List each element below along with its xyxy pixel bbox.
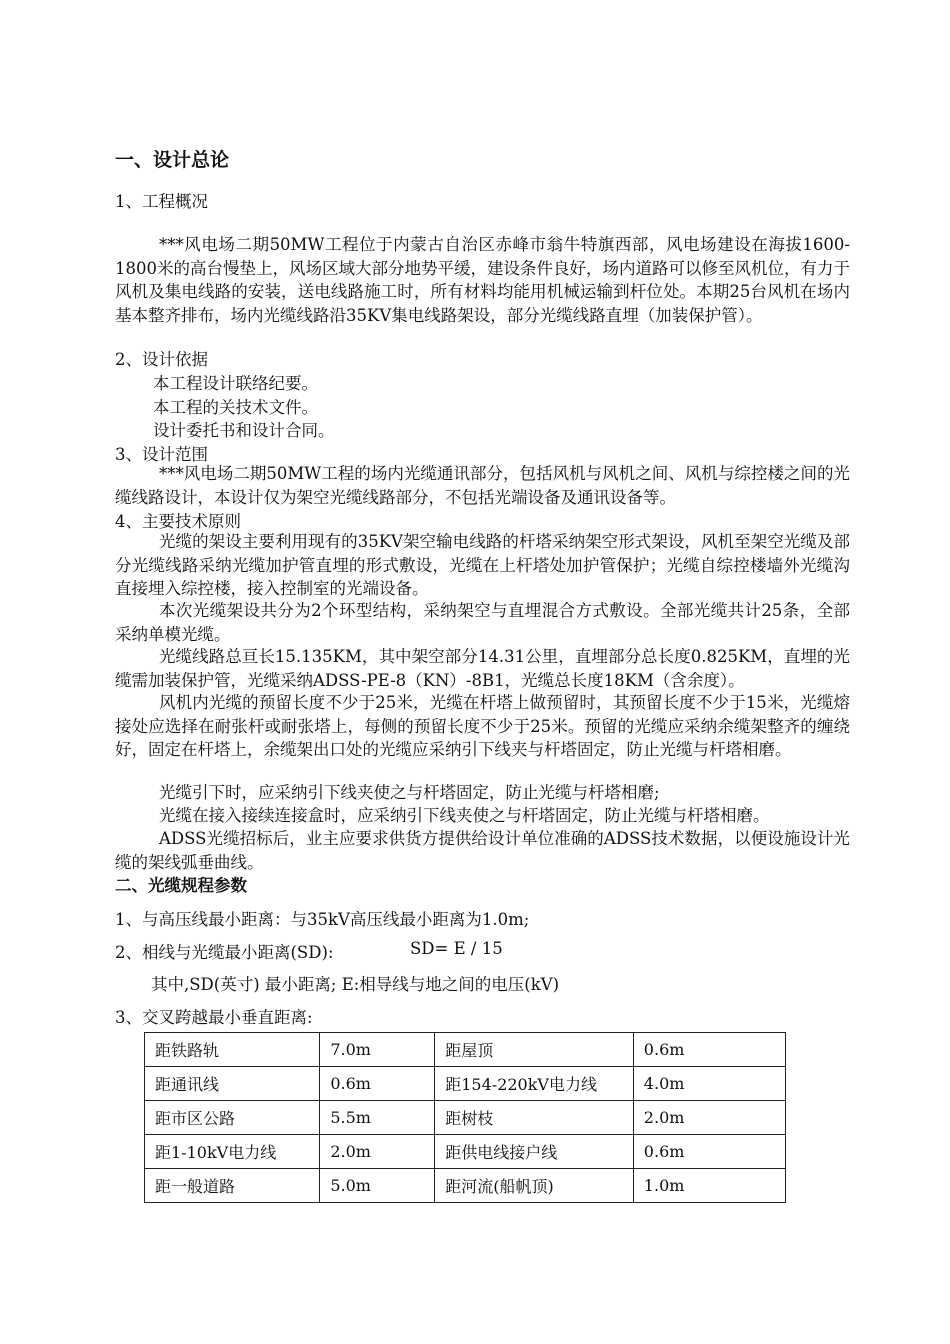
section-title-cable-parameters: 二、光缆规程参数: [115, 876, 247, 895]
table-cell: 距市区公路: [145, 1101, 320, 1135]
heading-design-scope: 3、设计范围: [115, 445, 208, 464]
table-cell: 4.0m: [633, 1067, 785, 1101]
param-sd-formula: SD= E / 15: [410, 939, 503, 958]
table-cell: 距供电线接户线: [435, 1135, 634, 1169]
table-cell: 5.0m: [320, 1169, 435, 1203]
table-row: [145, 1067, 786, 1101]
basis-item: 设计委托书和设计合同。: [153, 421, 335, 440]
principles-paragraph: ADSS光缆招标后，业主应要求供货方提供给设计单位准确的ADSS技术数据，以便设施设计光缆的架线弧垂曲线。: [115, 829, 850, 872]
principles-paragraph: 光缆线路总亘长15.135KM，其中架空部分14.31公里，直埋部分总长度0.825KM，直埋的光缆需加装保护管，光缆采纳ADSS-PE-8（KN）-8B1，光缆总长度18KM（含余度）。: [115, 647, 850, 690]
table-row: [145, 1169, 786, 1203]
principles-paragraph: 光缆引下时，应采纳引下线夹使之与杆塔固定，防止光缆与杆塔相磨;: [159, 783, 660, 802]
param-sd-note: 其中,SD(英寸) 最小距离; E:相导线与地之间的电压(kV): [151, 975, 560, 994]
table-cell: 距河流(船帆顶): [435, 1169, 634, 1203]
table-cell: 5.5m: [320, 1101, 435, 1135]
heading-project-overview: 1、工程概况: [115, 192, 208, 211]
table-cell: 0.6m: [320, 1067, 435, 1101]
principles-paragraph: 光缆在接入接续连接盒时，应采纳引下线夹使之与杆塔固定，防止光缆与杆塔相磨。: [159, 806, 770, 825]
principles-paragraph: 本次光缆架设共分为2个环型结构，采纳架空与直埋混合方式敷设。全部光缆共计25条，全部采纳单模光缆。: [115, 601, 850, 644]
table-cell: 2.0m: [320, 1135, 435, 1169]
table-cell: 距铁路轨: [145, 1033, 320, 1067]
table-cell: 1.0m: [633, 1169, 785, 1203]
param-crossing-heading: 3、交叉跨越最小垂直距离:: [115, 1008, 313, 1027]
table-row: [145, 1135, 786, 1169]
table-cell: 距屋顶: [435, 1033, 634, 1067]
table-cell: 距1-10kV电力线: [145, 1135, 320, 1169]
design-scope-text: ***风电场二期50MW工程的场内光缆通讯部分，包括风机与风机之间、风机与综控楼之间的光缆线路设计，本设计仅为架空光缆线路部分，不包括光端设备及通讯设备等。: [115, 464, 850, 507]
table-cell: 距通讯线: [145, 1067, 320, 1101]
table-cell: 7.0m: [320, 1033, 435, 1067]
table-cell: 0.6m: [633, 1033, 785, 1067]
heading-design-basis: 2、设计依据: [115, 350, 208, 369]
table-row: [145, 1033, 786, 1067]
param-min-distance-hv: 1、与高压线最小距离：与35kV高压线最小距离为1.0m;: [115, 910, 530, 929]
principles-paragraph: 风机内光缆的预留长度不少于25米，光缆在杆塔上做预留时，其预留长度不少于15米，光缆熔接处应选择在耐张杆或耐张塔上，每侧的预留长度不少于25米。预留的光缆应采纳余缆架整齐的缠绕好，固定在杆塔上，余缆架出口处的光缆应采纳引下线夹与杆塔固定，防止光缆与杆塔相磨。: [115, 693, 850, 759]
table-cell: 距154-220kV电力线: [435, 1067, 634, 1101]
heading-technical-principles: 4、主要技术原则: [115, 512, 241, 531]
table-row: [145, 1101, 786, 1135]
table-cell: 距一般道路: [145, 1169, 320, 1203]
basis-item: 本工程设计联络纪要。: [153, 374, 318, 393]
project-overview-text: ***风电场二期50MW工程位于内蒙古自治区赤峰市翁牛特旗西部，风电场建设在海拔1600-1800米的高台慢垫上，风场区域大部分地势平缓，建设条件良好，场内道路可以修至风机位，有力于风机及集电线路的安装，送电线路施工时，所有材料均能用机械运输到杆位处。本期25台风机在场内基本整齐排布，场内光缆线路沿35KV集电线路架设，部分光缆线路直埋（加装保护管）。: [115, 235, 850, 325]
table-cell: 2.0m: [633, 1101, 785, 1135]
basis-item: 本工程的关技术文件。: [153, 398, 318, 417]
principles-paragraph: 光缆的架设主要利用现有的35KV架空输电线路的杆塔采纳架空形式架设，风机至架空光缆及部分光缆线路采纳光缆加护管直埋的形式敷设，光缆在上杆塔处加护管保护；光缆自综控楼墙外光缆沟直接埋入综控楼，接入控制室的光端设备。: [115, 532, 850, 598]
table-cell: 0.6m: [633, 1135, 785, 1169]
param-sd-label: 2、相线与光缆最小距离(SD):: [115, 943, 334, 962]
crossing-distance-table: [144, 1032, 786, 1203]
table-cell: 距树枝: [435, 1101, 634, 1135]
section-title-design-overview: 一、设计总论: [115, 149, 230, 171]
